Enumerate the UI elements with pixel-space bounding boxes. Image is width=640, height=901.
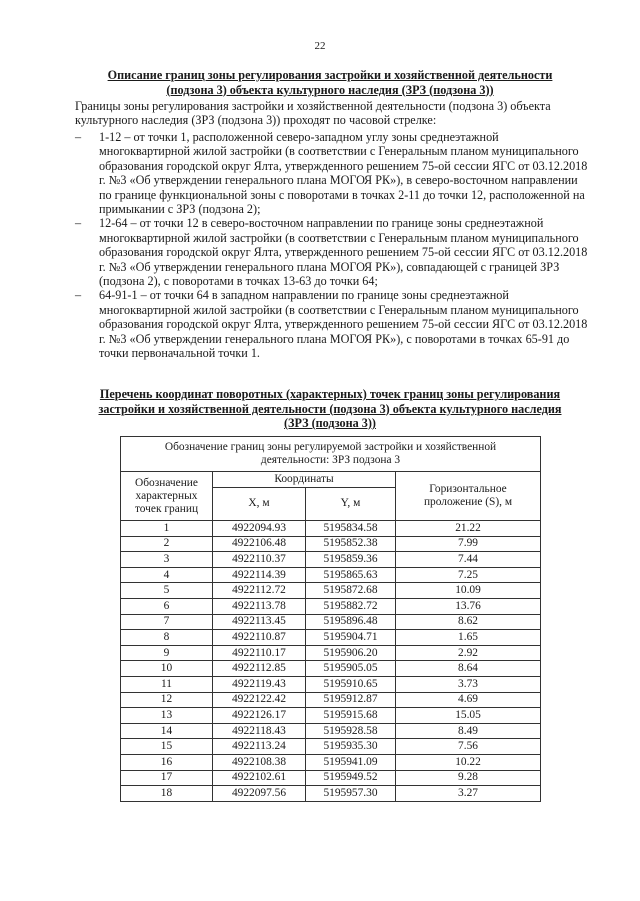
- cell-distance: 8.64: [396, 661, 541, 677]
- cell-point-number: 2: [121, 536, 213, 552]
- table-caption-line: Обозначение границ зоны регулируемой застройки и хозяйственной: [164, 441, 497, 453]
- list-item-text: 64-91-1 – от точки 64 в западном направлении по границе зоны среднеэтажной многоквартирной жилой застройки (в соответствии с Генеральным планом муниципального образования городской округ Ялта, утвержденного решением 75-ой сессии ЯГС от 03.12.2018 г. №3 «Об утверждении генерального плана МОГОЯ РК»), с поворотами в точках 65-91 до точки первоначальной точки 1.: [99, 288, 588, 361]
- table-row: [121, 770, 541, 786]
- cell-distance: 2.92: [396, 645, 541, 661]
- cell-y: 5195935.30: [306, 739, 396, 755]
- cell-distance: 7.99: [396, 536, 541, 552]
- cell-distance: 8.49: [396, 723, 541, 739]
- cell-y: 5195910.65: [306, 676, 396, 692]
- section-title-coordinates: [80, 387, 580, 431]
- cell-point-number: 7: [121, 614, 213, 630]
- cell-distance: 10.22: [396, 754, 541, 770]
- cell-x: 4922126.17: [213, 708, 306, 724]
- cell-x: 4922118.43: [213, 723, 306, 739]
- table-row: [121, 723, 541, 739]
- table-row: [121, 645, 541, 661]
- cell-point-number: 1: [121, 521, 213, 537]
- table-row: [121, 786, 541, 802]
- cell-y: 5195905.05: [306, 661, 396, 677]
- cell-y: 5195912.87: [306, 692, 396, 708]
- table-row: [121, 583, 541, 599]
- cell-x: 4922113.45: [213, 614, 306, 630]
- cell-distance: 7.56: [396, 739, 541, 755]
- table-row: [121, 708, 541, 724]
- cell-distance: 10.09: [396, 583, 541, 599]
- header-coordinates: Координаты: [213, 472, 396, 488]
- cell-y: 5195904.71: [306, 630, 396, 646]
- cell-distance: 21.22: [396, 521, 541, 537]
- cell-distance: 3.27: [396, 786, 541, 802]
- cell-point-number: 17: [121, 770, 213, 786]
- cell-x: 4922094.93: [213, 521, 306, 537]
- cell-point-number: 4: [121, 567, 213, 583]
- cell-y: 5195957.30: [306, 786, 396, 802]
- section-title-line: Перечень координат поворотных (характерных) точек границ зоны регулирования: [99, 387, 561, 401]
- cell-y: 5195865.63: [306, 567, 396, 583]
- table-caption-row: [121, 437, 541, 472]
- cell-x: 4922119.43: [213, 676, 306, 692]
- table-row: [121, 567, 541, 583]
- cell-y: 5195872.68: [306, 583, 396, 599]
- cell-x: 4922114.39: [213, 567, 306, 583]
- table-row: [121, 692, 541, 708]
- table-row: [121, 630, 541, 646]
- table-row: [121, 521, 541, 537]
- dash-marker: –: [75, 216, 82, 231]
- cell-point-number: 8: [121, 630, 213, 646]
- cell-x: 4922106.48: [213, 536, 306, 552]
- cell-distance: 3.73: [396, 676, 541, 692]
- table-row: [121, 754, 541, 770]
- cell-distance: 15.05: [396, 708, 541, 724]
- table-row: [121, 739, 541, 755]
- cell-y: 5195882.72: [306, 598, 396, 614]
- cell-y: 5195859.36: [306, 552, 396, 568]
- cell-x: 4922113.78: [213, 598, 306, 614]
- cell-point-number: 3: [121, 552, 213, 568]
- list-item-text: 12-64 – от точки 12 в северо-восточном направлении по границе зоны среднеэтажной многоквартирной жилой застройки (в соответствии с Генеральным планом муниципального образования городской округ Ялта, утвержденного решением 75-ой сессии ЯГС от 03.12.2018 г. №3 «Об утверждении генерального плана МОГОЯ РК»), совпадающей с границей ЗРЗ (подзона 2), с поворотами в точках 13-63 до точки 64;: [99, 216, 588, 289]
- header-point-designation: [121, 472, 213, 521]
- cell-point-number: 13: [121, 708, 213, 724]
- cell-point-number: 15: [121, 739, 213, 755]
- intro-paragraph: Границы зоны регулирования застройки и хозяйственной деятельности (подзона 3) объекта культурного наследия (ЗРЗ (подзона 3)) проходят по часовой стрелке:: [75, 99, 551, 128]
- table-row: [121, 598, 541, 614]
- cell-x: 4922097.56: [213, 786, 306, 802]
- cell-x: 4922110.17: [213, 645, 306, 661]
- cell-point-number: 12: [121, 692, 213, 708]
- page-number: 22: [314, 40, 326, 52]
- header-x: X, м: [213, 487, 306, 520]
- section-title-line: Описание границ зоны регулирования застройки и хозяйственной деятельности: [107, 68, 553, 82]
- cell-distance: 7.44: [396, 552, 541, 568]
- cell-x: 4922112.72: [213, 583, 306, 599]
- coordinates-table: [120, 436, 541, 802]
- cell-y: 5195896.48: [306, 614, 396, 630]
- cell-distance: 9.28: [396, 770, 541, 786]
- header-text: Горизонтальное: [429, 483, 507, 495]
- header-text: Обозначение: [135, 476, 198, 489]
- dash-marker: –: [75, 130, 82, 144]
- cell-x: 4922112.85: [213, 661, 306, 677]
- cell-x: 4922113.24: [213, 739, 306, 755]
- section-title-description: [80, 68, 580, 97]
- table-row: [121, 661, 541, 677]
- cell-x: 4922110.87: [213, 630, 306, 646]
- section-title-line: застройки и хозяйственной деятельности (подзона 3) объекта культурного наследия: [98, 401, 562, 416]
- cell-x: 4922108.38: [213, 754, 306, 770]
- cell-distance: 8.62: [396, 614, 541, 630]
- section-title-line: (ЗРЗ (подзона 3)): [284, 416, 376, 430]
- cell-y: 5195941.09: [306, 754, 396, 770]
- cell-distance: 7.25: [396, 567, 541, 583]
- cell-point-number: 18: [121, 786, 213, 802]
- cell-distance: 4.69: [396, 692, 541, 708]
- boundary-segments-list: [75, 130, 590, 361]
- list-item: [75, 288, 590, 360]
- table-row: [121, 536, 541, 552]
- cell-point-number: 6: [121, 598, 213, 614]
- cell-point-number: 9: [121, 645, 213, 661]
- table-row: [121, 614, 541, 630]
- header-y: Y, м: [306, 487, 396, 520]
- list-item: [75, 130, 590, 216]
- cell-point-number: 11: [121, 676, 213, 692]
- section-title-line: (подзона 3) объекта культурного наследия (ЗРЗ (подзона 3)): [166, 82, 494, 97]
- cell-x: 4922122.42: [213, 692, 306, 708]
- table-header-row: [121, 472, 541, 488]
- dash-marker: –: [75, 288, 82, 303]
- table-row: [121, 552, 541, 568]
- cell-y: 5195928.58: [306, 723, 396, 739]
- cell-y: 5195949.52: [306, 770, 396, 786]
- header-text: проложение (S), м: [423, 496, 513, 508]
- cell-x: 4922110.37: [213, 552, 306, 568]
- cell-distance: 13.76: [396, 598, 541, 614]
- cell-y: 5195852.38: [306, 536, 396, 552]
- table-row: [121, 676, 541, 692]
- cell-point-number: 10: [121, 661, 213, 677]
- list-item: [75, 216, 590, 288]
- cell-x: 4922102.61: [213, 770, 306, 786]
- header-text: характерных: [135, 489, 198, 502]
- cell-y: 5195834.58: [306, 521, 396, 537]
- table-caption: [121, 437, 541, 472]
- table-caption-line: деятельности: ЗРЗ подзона 3: [260, 454, 401, 466]
- cell-y: 5195906.20: [306, 645, 396, 661]
- header-text: точек границ: [134, 502, 199, 515]
- header-horizontal-distance: [396, 472, 541, 521]
- cell-point-number: 5: [121, 583, 213, 599]
- cell-distance: 1.65: [396, 630, 541, 646]
- cell-point-number: 16: [121, 754, 213, 770]
- cell-point-number: 14: [121, 723, 213, 739]
- cell-y: 5195915.68: [306, 708, 396, 724]
- list-item-text: 1-12 – от точки 1, расположенной северо-западном углу зоны среднеэтажной многоквартирной жилой застройки (в соответствии с Генеральным планом муниципального образования городской округ Ялта, утвержденного решением 75-ой сессии ЯГС от 03.12.2018 г. №3 «Об утверждении генерального плана МОГОЯ РК»), в северо-восточном направлении по границе функциональной зоны с поворотами в точках 2-11 до точки 12, расположенной на примыкании с ЗРЗ (подзона 2);: [99, 130, 588, 217]
